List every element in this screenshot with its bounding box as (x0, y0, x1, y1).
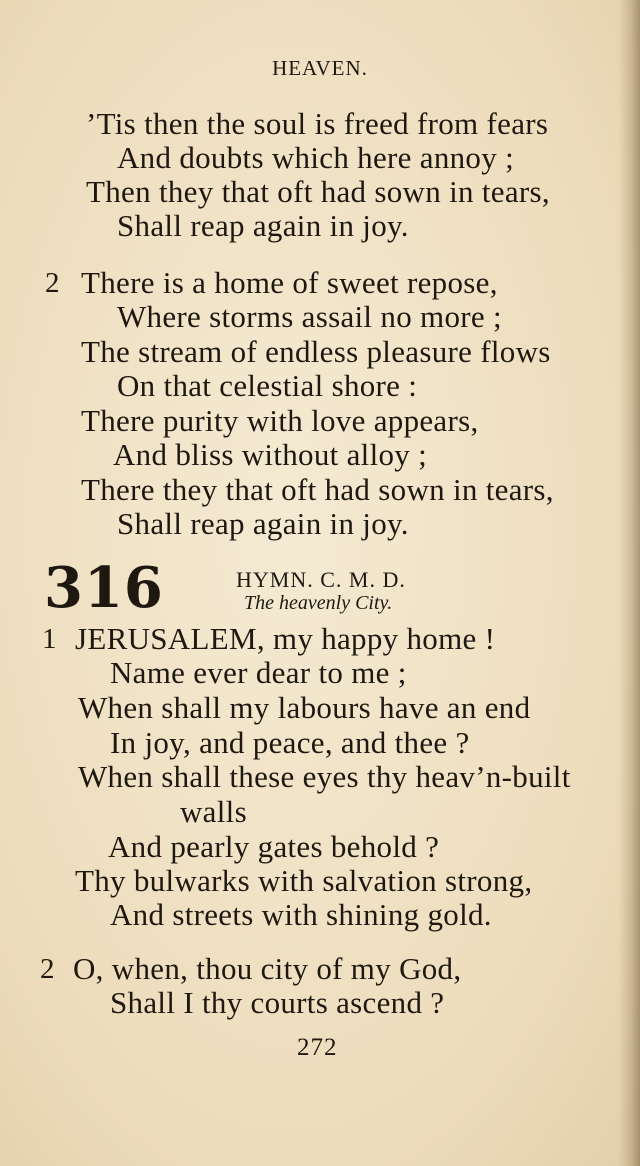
verse-line: Shall reap again in joy. (117, 506, 409, 541)
verse-line: There is a home of sweet repose, (81, 265, 498, 300)
verse-line: In joy, and peace, and thee ? (110, 725, 470, 760)
hymn-meter: HYMN. C. M. D. (236, 567, 406, 592)
verse-line: O, when, thou city of my God, (73, 951, 462, 986)
verse-line: And doubts which here annoy ; (117, 140, 514, 175)
verse-line: There purity with love appears, (81, 403, 479, 438)
binding-shadow (618, 0, 640, 1166)
hymn-subtitle: The heavenly City. (244, 592, 393, 614)
verse-line: ’Tis then the soul is freed from fears (86, 106, 549, 141)
verse-line: The stream of endless pleasure flows (81, 334, 551, 369)
stanza-number: 2 (40, 953, 55, 985)
verse-line: Name ever dear to me ; (110, 655, 407, 690)
page-number: 272 (297, 1034, 338, 1061)
verse-line: Shall I thy courts ascend ? (110, 985, 445, 1020)
verse-line: walls (180, 794, 247, 829)
verse-line: When shall these eyes thy heav’n-built (78, 759, 571, 794)
verse-line: When shall my labours have an end (78, 690, 531, 725)
verse-line: Then they that oft had sown in tears, (86, 174, 550, 209)
stanza-number: 2 (45, 267, 60, 299)
verse-line: Shall reap again in joy. (117, 208, 409, 243)
verse-line: And bliss without alloy ; (113, 437, 428, 472)
hymn-number: 316 (44, 555, 164, 621)
verse-line: There they that oft had sown in tears, (81, 472, 554, 507)
verse-line: And pearly gates behold ? (108, 829, 440, 864)
stanza-number: 1 (42, 623, 57, 655)
verse-line: Where storms assail no more ; (117, 299, 502, 334)
verse-line: On that celestial shore : (117, 368, 418, 403)
verse-line: Thy bulwarks with salvation strong, (75, 863, 533, 898)
running-head: HEAVEN. (272, 56, 368, 80)
verse-line: JERUSALEM, my happy home ! (75, 621, 496, 656)
verse-line: And streets with shining gold. (110, 897, 492, 932)
